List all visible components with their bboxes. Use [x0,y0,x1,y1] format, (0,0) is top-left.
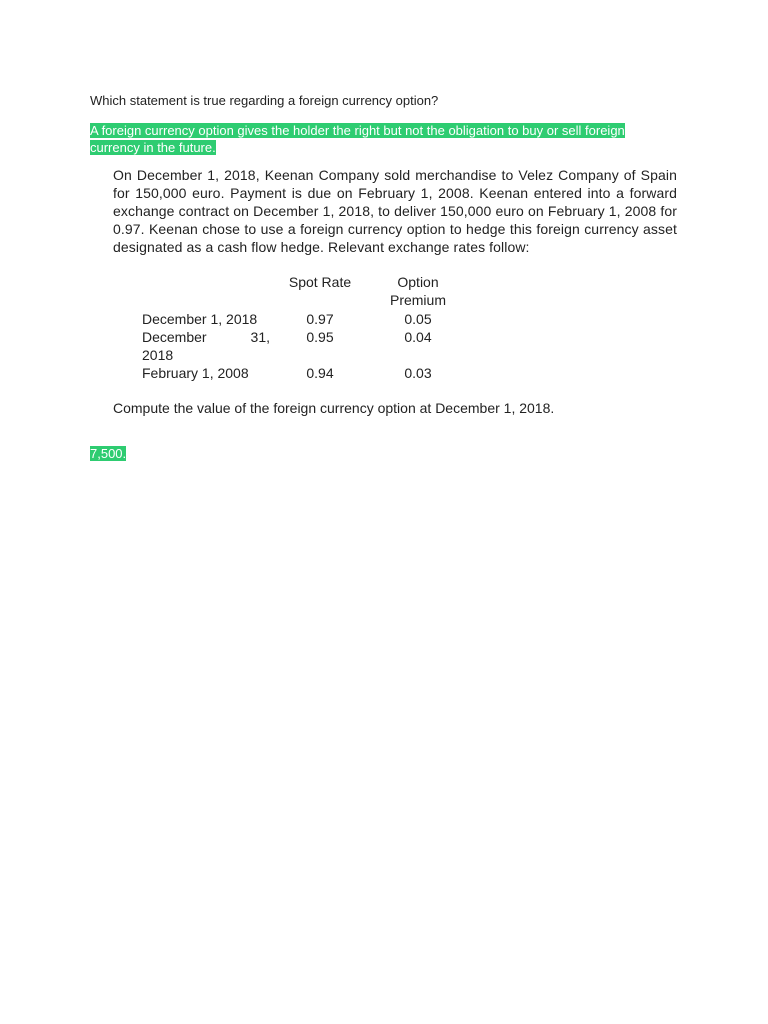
compute-prompt: Compute the value of the foreign currency option at December 1, 2018. [113,400,555,416]
row-date-line1: December 31, [142,329,270,345]
table-row [113,364,513,382]
row-date-line2: 2018 [142,347,174,363]
question-text: Which statement is true regarding a foreign currency option? [90,93,439,108]
answer-highlight [90,122,670,156]
answer-text: A foreign currency option gives the holder the right but not the obligation to buy or sell foreign currency in the future. [90,123,625,155]
header-option-line1: Option [397,274,439,290]
problem-paragraph: On December 1, 2018, Keenan Company sold merchandise to Velez Company of Spain for 150,000 euro. Payment is due on February 1, 2008. Keenan entered into a forward exchange contract on December 1, 2018, to deliver 150,000 euro on February 1, 2008 for 0.97. Keenan chose to use a foreign currency option to hedge this foreign currency asset designated as a cash flow hedge. Relevant exchange rates follow: [113,167,677,255]
answer-value-highlight [90,445,126,462]
row-option-premium: 0.03 [404,365,432,381]
header-spot-rate: Spot Rate [288,274,352,290]
row-spot-rate: 0.95 [306,329,334,345]
row-spot-rate: 0.94 [306,365,334,381]
table-row [113,310,513,328]
header-option-premium [383,273,453,309]
row-date: February 1, 2008 [142,365,249,381]
row-date: December 1, 2018 [142,311,258,327]
row-option-premium: 0.04 [404,329,432,345]
header-option-line2: Premium [389,292,446,308]
table-row [113,328,513,364]
row-spot-rate: 0.97 [306,311,334,327]
row-option-premium: 0.05 [404,311,432,327]
answer-value: 7,500. [90,446,127,461]
